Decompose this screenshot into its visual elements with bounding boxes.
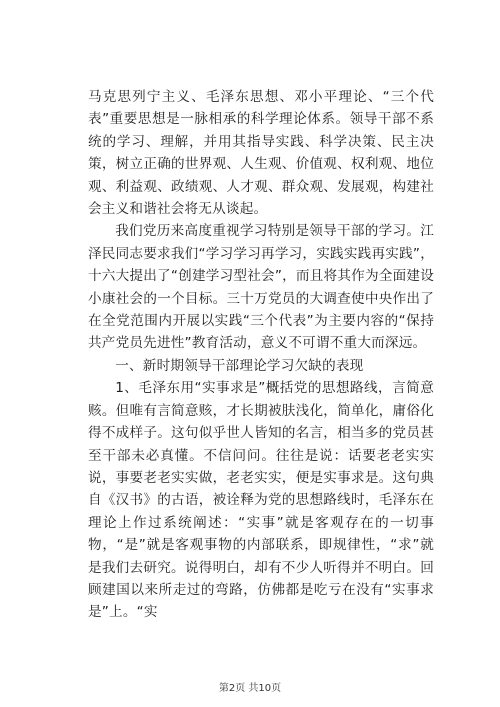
page-footer: 第2页 共10页 (218, 683, 282, 694)
section-heading: 一、新时期领导干部理论学习欠缺的表现 (115, 357, 364, 374)
body-text (88, 86, 434, 624)
paragraph-seek-truth: 1、毛泽东用“实事求是”概括党的思想路线，言简意赅。但唯有言简意赅，才长期被肤浅化，简单化，庸俗化得不成样子。这句似乎世人皆知的名言，相当多的党员甚至干部未必真懂。不信问问。往往是说：话要老老实实说，事要老老实实做，老老实实，便是实事求是。这句典自《汉书》的古语，被诠释为党的思想路线时，毛泽东在理论上作过系统阐述：“实事”就是客观存在的一切事物，“是”就是客观事物的内部联系，即规律性，“求”就是我们去研究。说得明白，却有不少人听得并不明白。回顾建国以来所走过的弯路，仿佛都是吃亏在没有“实事求是”上。“实 (88, 380, 434, 621)
paragraph-party-learning: 我们党历来高度重视学习特别是领导干部的学习。江泽民同志要求我们“学习学习再学习，实践实践再实践”，十六大提出了“创建学习型社会”，而且将其作为全面建设小康社会的一个目标。三十万党员的大调查使中央作出了在全党范围内开展以实践“三个代表”为主要内容的“保持共产党员先进性”教育活动，意义不可谓不重大而深远。 (88, 223, 434, 352)
paragraph-continuation: 马克思列宁主义、毛泽东思想、邓小平理论、“三个代表”重要思想是一脉相承的科学理论体系。领导干部不系统的学习、理解，并用其指导实践、科学决策、民主决策，树立正确的世界观、人生观、价值观、权利观、地位观、利益观、政绩观、人才观、群众观、发展观，构建社会主义和谐社会将无从谈起。 (88, 89, 434, 218)
